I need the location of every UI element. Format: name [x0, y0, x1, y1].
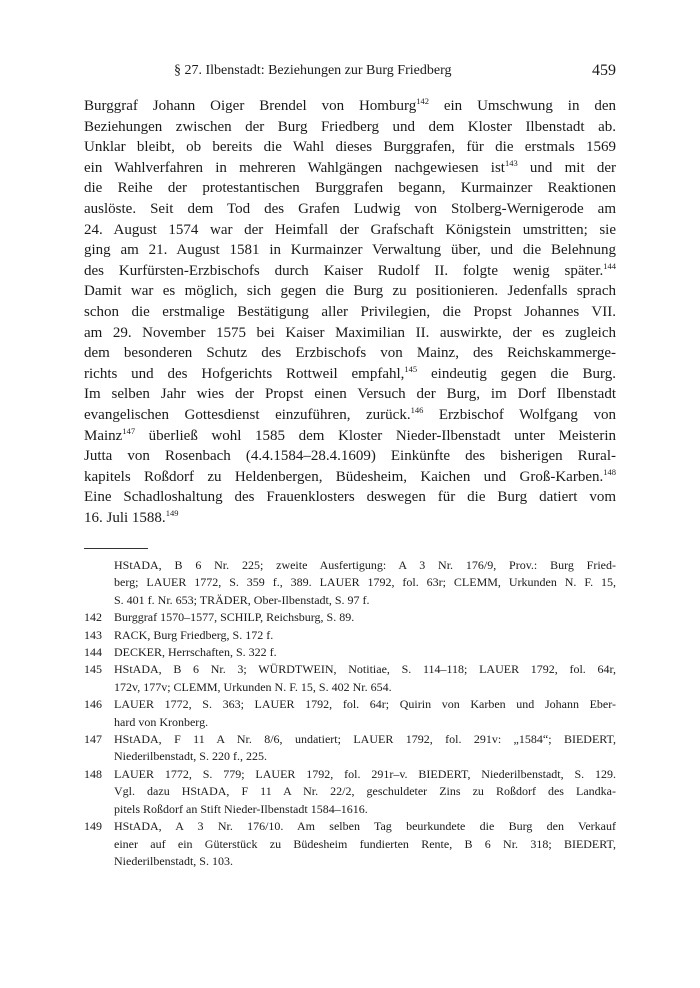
body-line: kapitels Roßdorf zu Heldenbergen, Büdesheim, Kaichen und Groß-Karben.$^{148}$ [84, 466, 616, 485]
footnote-line: berg; LAUER 1772, S. 359 f., 389. LAUER 1792, fol. 63r; CLEMM, Urkunden N. F. 15, [114, 575, 616, 590]
body-line: die Reihe der protestantischen Burggrafen begann, Kurmainzer Reaktionen [84, 180, 616, 197]
body-line: Unklar bleibt, ob bereits die Wahl dieses Burggrafen, für die erstmals 1569 [84, 139, 616, 156]
footnote-line: einer auf ein Güterstück zu Büdesheim fundierten Rente, B 6 Nr. 318; BIEDERT, [114, 836, 616, 851]
body-line: auslöste. Seit dem Tod des Grafen Ludwig von Stolberg-Wernigerode am [84, 200, 616, 217]
footnote-ref: 145 [404, 363, 418, 374]
body-line: Eine Schadloshaltung des Frauenklosters deswegen für die Burg datiert vom [84, 489, 616, 506]
body-line: dem besonderen Schutz des Erzbischofs von Mainz, des Reichskammerge- [84, 345, 616, 362]
running-title: § 27. Ilbenstadt: Beziehungen zur Burg Friedberg [174, 63, 452, 78]
body-line: evangelischen Gottesdienst einzuführen, zurück.$^{146}$ Erzbischof Wolfgang von [84, 404, 616, 423]
footnotes [84, 557, 616, 870]
body-line: am 29. November 1575 bei Kaiser Maximilian II. auswirkte, der es zugleich [84, 324, 616, 341]
body-line: ging am 21. August 1581 in Kurmainzer Verwaltung über, und die Belehnung [84, 242, 616, 259]
footnote-line: LAUER 1772, S. 779; LAUER 1792, fol. 291r–v. BIEDERT, Niederilbenstadt, S. 129. [114, 766, 616, 781]
page-number: 459 [592, 62, 616, 79]
footnote-ref: 143 [504, 157, 518, 168]
footnote-line: Niederilbenstadt, S. 103. [114, 853, 233, 868]
footnote-line: RACK, Burg Friedberg, S. 172 f. [114, 627, 274, 642]
body-line: Im selben Jahr wies der Propst einen Versuch der Burg, im Dorf Ilbenstadt [84, 386, 616, 403]
footnote [84, 766, 616, 818]
footnote-line: S. 401 f. Nr. 653; TRÄDER, Ober-Ilbenstadt, S. 97 f. [114, 592, 370, 607]
body-line: Beziehungen zwischen der Burg Friedberg und dem Kloster Ilbenstadt ab. [84, 118, 616, 135]
footnote-line: Niederilbenstadt, S. 220 f., 225. [114, 749, 267, 764]
body-line: ein Wahlverfahren in mehreren Wahlgängen nachgewiesen ist$^{143}$ und mit der [84, 157, 616, 176]
footnote-ref: 144 [603, 260, 616, 271]
body-line: 16. Juli 1588.$^{149}$ [84, 507, 179, 526]
body-line: Mainz$^{147}$ überließ wohl 1585 dem Kloster Nieder-Ilbenstadt unter Meisterin [84, 425, 616, 444]
footnote-ref: 142 [416, 96, 429, 106]
footnote-line: DECKER, Herrschaften, S. 322 f. [114, 645, 277, 660]
footnote-line: HStADA, B 6 Nr. 3; WÜRDTWEIN, Notitiae, S. 114–118; LAUER 1792, fol. 64r, [114, 662, 616, 677]
footnote-number: 145 [84, 662, 102, 677]
footnote [84, 609, 616, 626]
footnote [84, 696, 616, 731]
body-line: richts und des Hofgerichts Rottweil empfahl,$^{145}$ eindeutig gegen die Burg. [84, 363, 616, 382]
footnote [84, 644, 616, 661]
footnote-number: 147 [84, 732, 102, 747]
footnote-line: Burggraf 1570–1577, SCHILP, Reichsburg, S. 89. [114, 610, 355, 625]
body-line: Jutta von Rosenbach (4.4.1584–28.4.1609) Einkünfte des bisherigen Rural- [84, 448, 616, 465]
body-line: des Kurfürsten-Erzbischofs durch Kaiser Rudolf II. folgte wenig später.$^{144}$ [84, 260, 616, 279]
footnote-number: 146 [84, 697, 102, 712]
body-line: schon die erstmalige Bestätigung aller Privilegien, die Propst Johannes VII. [84, 303, 616, 320]
footnote [84, 627, 616, 644]
footnote-line: HStADA, A 3 Nr. 176/10. Am selben Tag beurkundete die Burg den Verkauf [114, 819, 616, 834]
footnote-ref: 149 [165, 507, 179, 518]
footnote-number: 148 [84, 766, 102, 781]
body-line: Damit war es möglich, sich gegen die Burg zu positionieren. Jedenfalls sprach [84, 283, 616, 300]
body-line: Burggraf Johann Oiger Brendel von Homburg$^{142}$ ein Umschwung in den [84, 96, 617, 114]
footnote-ref: 147 [122, 425, 136, 436]
footnote-number: 142 [84, 610, 102, 625]
footnote-line: Vgl. dazu HStADA, F 11 A Nr. 22/2, geschuldeter Zins zu Roßdorf des Landka- [114, 784, 616, 799]
footnote-number: 149 [84, 819, 102, 834]
footnote-number: 143 [84, 627, 102, 642]
footnote-line: HStADA, F 11 A Nr. 8/6, undatiert; LAUER 1792, fol. 291v: „1584“; BIEDERT, [114, 732, 616, 747]
footnote-separator [84, 548, 148, 549]
footnote [84, 731, 616, 766]
footnote-ref: 148 [603, 466, 616, 477]
footnote [84, 557, 616, 609]
running-header [84, 60, 616, 82]
body-text [84, 96, 616, 528]
footnote-line: 172v, 177v; CLEMM, Urkunden N. F. 15, S. 402 Nr. 654. [114, 679, 392, 694]
footnote-line: hard von Kronberg. [114, 714, 209, 729]
footnote-line: pitels Roßdorf an Stift Nieder-Ilbenstadt 1584–1616. [114, 801, 368, 816]
footnote-line: HStADA, B 6 Nr. 225; zweite Ausfertigung: A 3 Nr. 176/9, Prov.: Burg Fried- [114, 558, 616, 572]
footnote-line: LAUER 1772, S. 363; LAUER 1792, fol. 64r; Quirin von Karben und Johann Eber- [114, 697, 616, 712]
footnote-number: 144 [84, 645, 102, 660]
body-line: 24. August 1574 war der Heimfall der Grafschaft Königstein umstritten; sie [84, 221, 616, 238]
footnote [84, 818, 616, 870]
footnote-ref: 146 [410, 404, 424, 415]
footnote [84, 661, 616, 696]
